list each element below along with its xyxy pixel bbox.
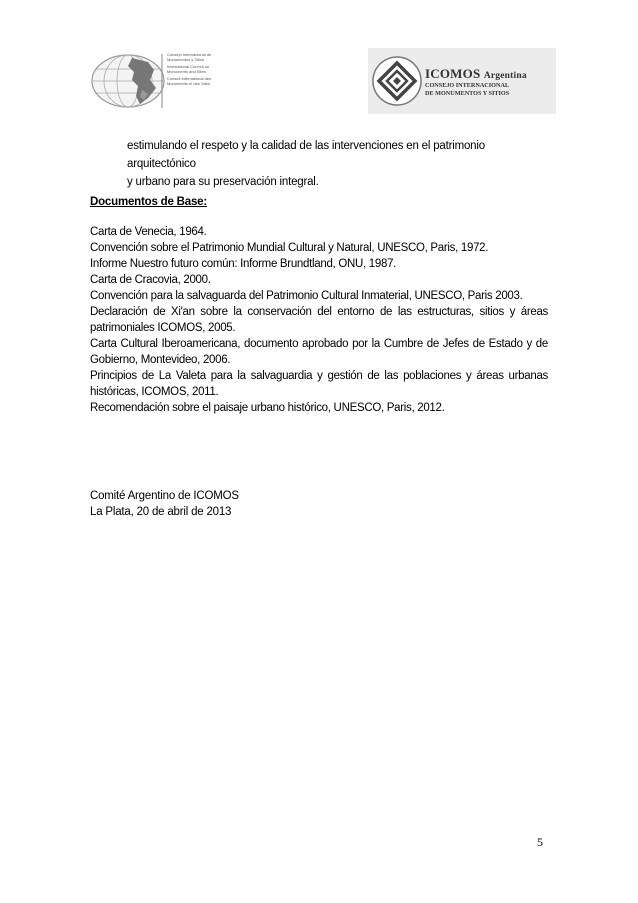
paragraph-line: estimulando el respeto y la calidad de las intervenciones en el patrimonio arquitectónico xyxy=(127,140,485,170)
list-item: Carta de Cracovia, 2000. xyxy=(90,274,211,286)
intro-paragraph xyxy=(127,137,549,191)
icomos-argentina-logo xyxy=(368,48,556,114)
council-name-line: Monuments et des Sites xyxy=(167,81,210,86)
brand-text xyxy=(425,66,527,97)
brand-subtitle-2: DE MONUMENTOS Y SITIOS xyxy=(425,89,510,97)
council-name-line: Consejo Internacional de xyxy=(167,53,212,57)
council-name-line: International Council on xyxy=(167,65,210,70)
council-names xyxy=(167,53,239,87)
list-item: Carta de Venecia, 1964. xyxy=(90,226,207,238)
brand-name xyxy=(425,66,527,82)
list-item: Convención sobre el Patrimonio Mundial Cultural y Natural, UNESCO, Paris, 1972. xyxy=(90,242,489,254)
signature-place-date: La Plata, 20 de abril de 2013 xyxy=(90,506,232,518)
list-item: Convención para la salvaguarda del Patrimonio Cultural Inmaterial, UNESCO, Paris 2003. xyxy=(90,290,523,302)
brand-country: Argentina xyxy=(483,71,527,81)
signature-block xyxy=(90,488,239,520)
brand-name-main: ICOMOS xyxy=(425,66,481,81)
list-item: Recomendación sobre el paisaje urbano histórico, UNESCO, Paris, 2012. xyxy=(90,402,445,414)
globe-icon xyxy=(88,50,168,112)
council-name-line: Monuments and Sites xyxy=(167,69,206,74)
paragraph-line: y urbano para su preservación integral. xyxy=(127,176,319,188)
brand-subtitle-1: CONSEJO INTERNACIONAL xyxy=(425,82,510,89)
documents-heading: Documentos de Base: xyxy=(90,196,207,208)
icomos-council-logo xyxy=(88,50,240,112)
signature-org: Comité Argentino de ICOMOS xyxy=(90,490,239,502)
list-item: Carta Cultural Iberoamericana, documento aprobado por la Cumbre de Jefes de Estado y de Gobierno, Montevideo, 2006. xyxy=(90,338,548,366)
list-item: Declaración de Xi'an sobre la conservación del entorno de las estructuras, sitios y áreas patrimoniales ICOMOS, 2005. xyxy=(90,306,548,334)
documents-list xyxy=(90,224,548,416)
council-name-line: Conseil International des xyxy=(167,77,212,82)
council-name-line: Monumentos y Sitios xyxy=(167,57,205,62)
page-number: 5 xyxy=(537,835,543,849)
list-item: Principios de La Valeta para la salvaguardia y gestión de las poblaciones y áreas urbanas históricas, ICOMOS, 2011. xyxy=(90,370,548,398)
icomos-emblem-icon xyxy=(372,56,422,106)
list-item: Informe Nuestro futuro común: Informe Brundtland, ONU, 1987. xyxy=(90,258,397,270)
